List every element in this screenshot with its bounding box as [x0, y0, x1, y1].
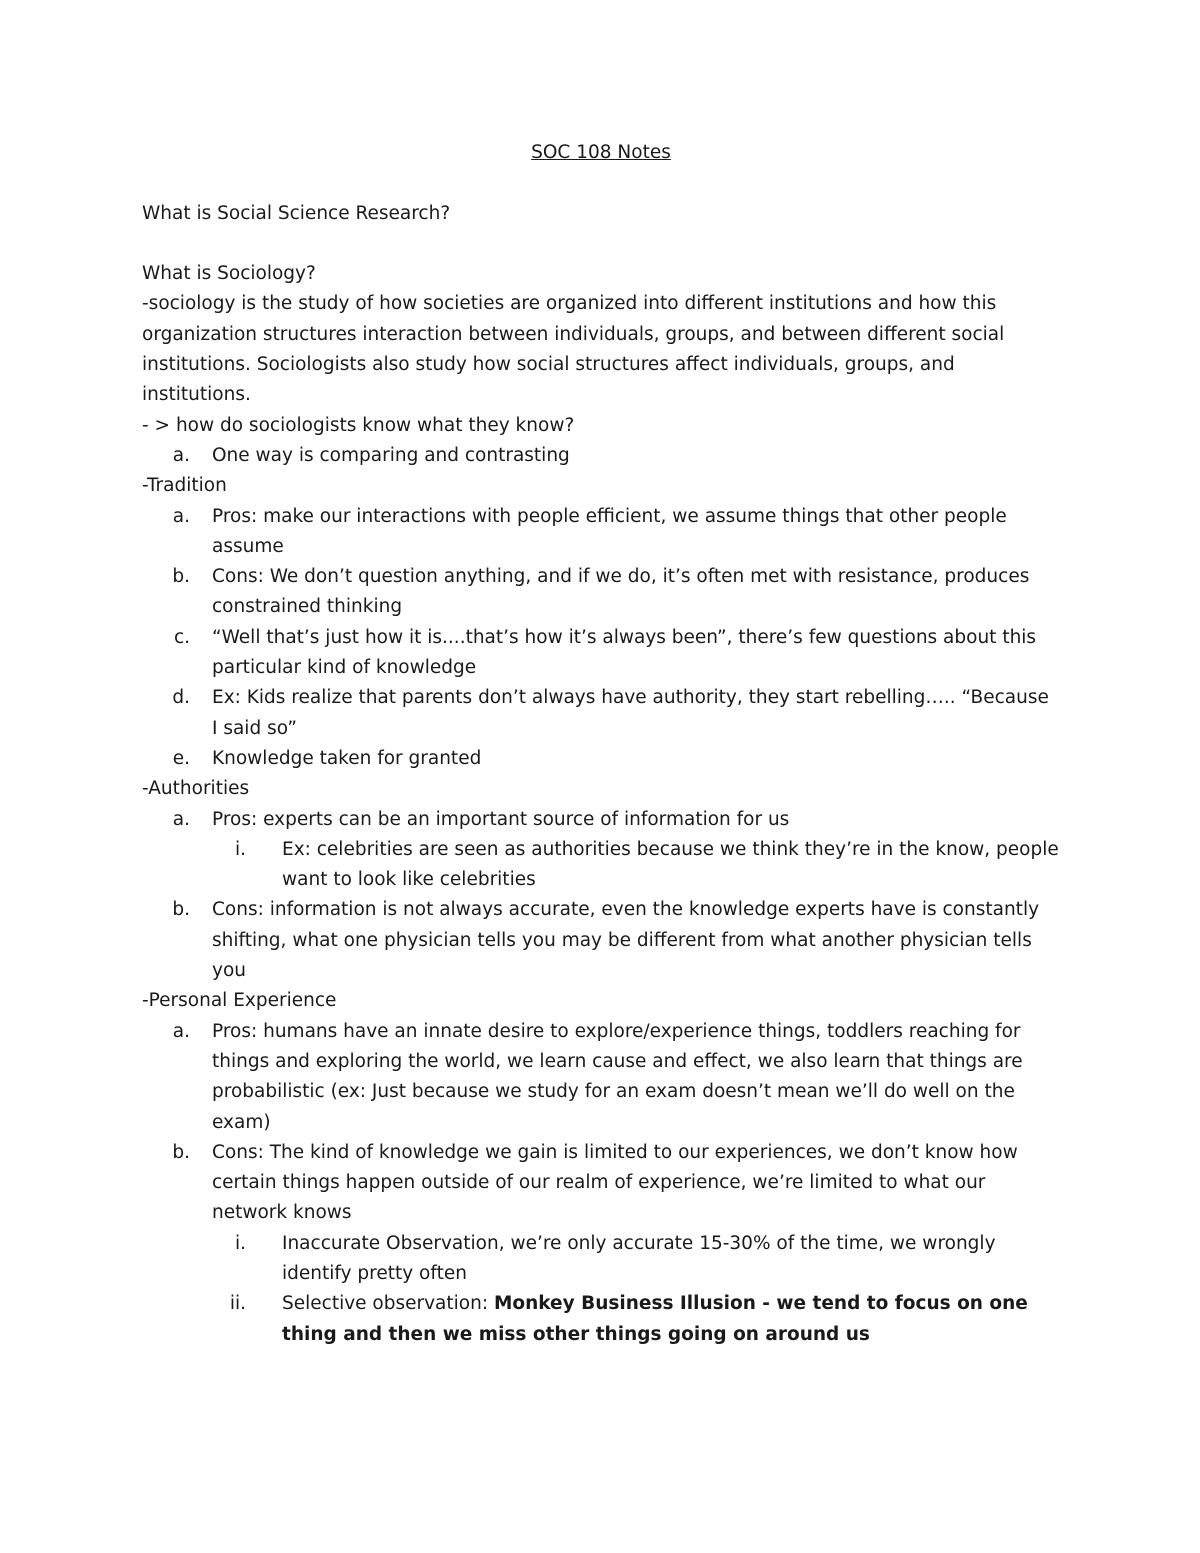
sub-list-item	[142, 1289, 1060, 1350]
list-item-text: Cons: information is not always accurate, even the knowledge experts have is constantly shifting, what one physician tells you may be different from what another physician tells you	[212, 899, 1040, 982]
list-item-text: Ex: celebrities are seen as authorities because we think they’re in the know, people want to look like celebrities	[282, 838, 1059, 891]
list-marker: i.	[234, 838, 246, 860]
list-item-text: Pros: make our interactions with people efficient, we assume things that other people assume	[212, 505, 1007, 557]
spacer	[142, 168, 1060, 198]
list-item-text	[282, 1289, 1060, 1350]
list-item	[142, 1138, 1060, 1229]
sociology-definition: -sociology is the study of how societies are organized into different institutions and how this organization structures interaction between individuals, groups, and between different social institutions. Sociologists also study how social structures affect individuals, groups, and institutions.	[142, 293, 1005, 406]
list-item	[142, 623, 1060, 684]
list-item	[142, 502, 1060, 563]
list-item-text: Ex: Kids realize that parents don’t always have authority, they start rebelling….. “Because I said so”	[212, 687, 1049, 739]
list-item	[142, 683, 1060, 744]
heading-sociology: What is Sociology?	[142, 263, 316, 285]
list-marker: c.	[173, 626, 190, 648]
list-marker: d.	[172, 687, 190, 709]
document-page	[142, 138, 1060, 1350]
list-marker: b.	[172, 1141, 190, 1163]
list-item	[142, 895, 1060, 986]
list-marker: b.	[172, 566, 190, 588]
section-heading-personal-experience: -Personal Experience	[142, 990, 337, 1012]
list-marker: a.	[172, 444, 190, 466]
list-item-text: One way is comparing and contrasting	[212, 444, 570, 466]
list-marker: a.	[172, 505, 190, 527]
list-marker: e.	[172, 747, 190, 769]
list-item-text: “Well that’s just how it is....that’s how it’s always been”, there’s few questions about this particular kind of knowledge	[212, 626, 1037, 679]
list-item-text: Pros: experts can be an important source of information for us	[212, 808, 790, 830]
spacer	[142, 229, 1060, 259]
bold-text: Monkey Business Illusion - we tend to focus on one thing and then we miss other things going on around us	[282, 1293, 1028, 1345]
list-marker: ii.	[229, 1293, 246, 1315]
list-item-text: Cons: We don’t question anything, and if we do, it’s often met with resistance, produces constrained thinking	[212, 566, 1030, 618]
list-marker: a.	[172, 808, 190, 830]
question-line: - > how do sociologists know what they know?	[142, 414, 575, 436]
list-marker: a.	[172, 1020, 190, 1042]
sub-list-item	[142, 835, 1060, 896]
page-title: SOC 108 Notes	[531, 142, 671, 163]
sub-list-item	[142, 1229, 1060, 1290]
list-item	[142, 744, 1060, 774]
list-item	[142, 1017, 1060, 1138]
section-heading-authorities: -Authorities	[142, 778, 250, 800]
plain-text: Selective observation:	[282, 1293, 494, 1315]
list-item-text: Knowledge taken for granted	[212, 747, 482, 769]
list-item-text: Cons: The kind of knowledge we gain is limited to our experiences, we don’t know how certain things happen outside of our realm of experience, we’re limited to what our network knows	[212, 1141, 1018, 1224]
list-marker: i.	[234, 1232, 246, 1254]
heading-research: What is Social Science Research?	[142, 202, 451, 224]
list-item	[142, 441, 1060, 471]
list-item	[142, 805, 1060, 835]
list-item-text: Inaccurate Observation, we’re only accurate 15-30% of the time, we wrongly identify pretty often	[282, 1232, 996, 1284]
list-marker: b.	[172, 899, 190, 921]
section-heading-tradition: -Tradition	[142, 475, 227, 497]
list-item-text: Pros: humans have an innate desire to explore/experience things, toddlers reaching for things and exploring the world, we learn cause and effect, we also learn that things are probabilistic (ex: Just because we study for an exam doesn’t mean we’ll do well on the exam)	[212, 1020, 1023, 1133]
list-item	[142, 562, 1060, 623]
